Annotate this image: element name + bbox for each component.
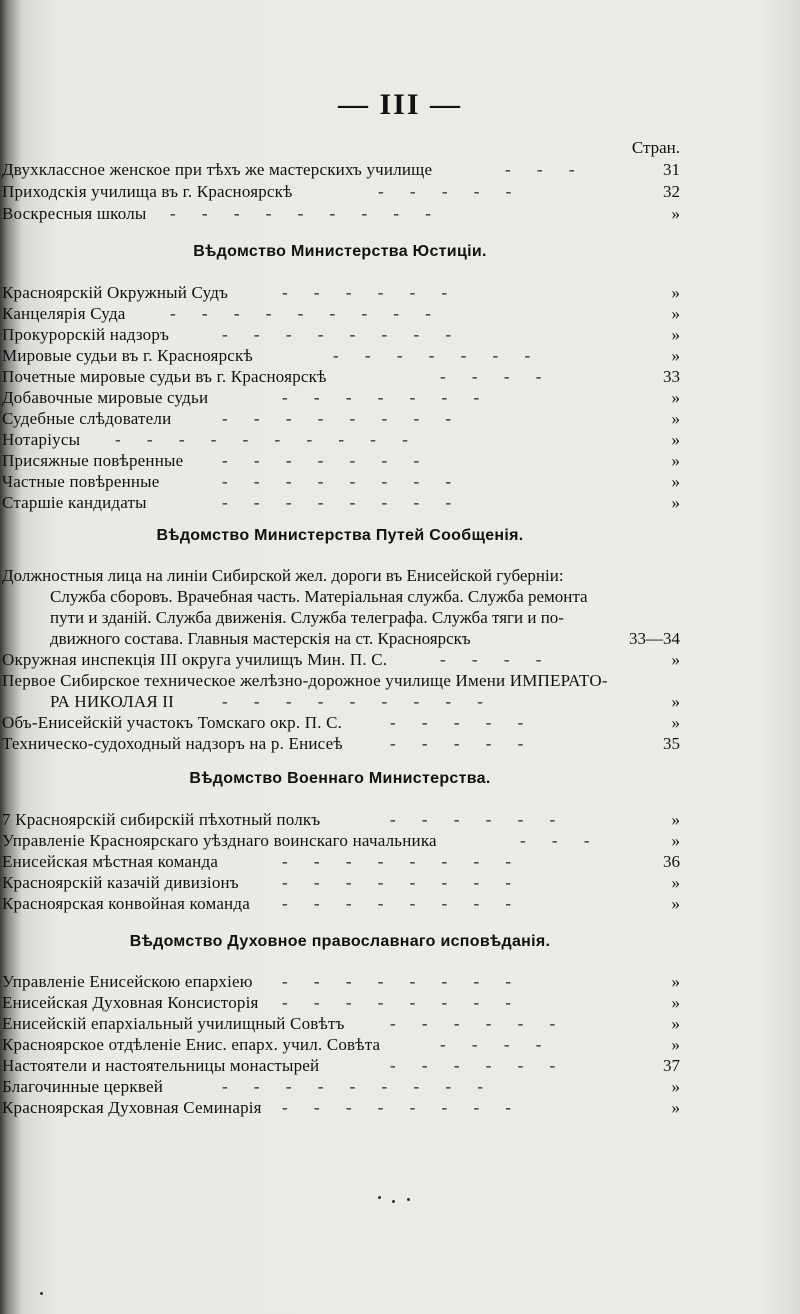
entry-title: Почетные мировые судьи въ г. Красноярскѣ	[2, 367, 327, 386]
entry-title: Первое Сибирское техническое желѣзно-дорожное училище Имени ИМПЕРАТО-	[2, 671, 608, 690]
toc-entry	[0, 671, 800, 693]
entry-page: »	[671, 692, 680, 711]
entry-page: »	[671, 894, 680, 913]
toc-entry	[0, 873, 800, 895]
entry-page: »	[671, 1014, 680, 1033]
entry-leader: - - - -	[440, 367, 542, 386]
print-speck	[407, 1198, 410, 1201]
entry-title: Воскресныя школы	[2, 204, 147, 223]
entry-page: »	[671, 346, 680, 365]
toc-entry	[0, 204, 800, 226]
toc-entry	[0, 388, 800, 410]
entry-page: »	[671, 810, 680, 829]
section-heading-clergy: Вѣдомство Духовное православнаго исповѣданія.	[129, 933, 551, 950]
entry-page: »	[671, 650, 680, 669]
entry-title: Благочинные церквей	[2, 1077, 164, 1096]
entry-leader: - - - - - - - -	[222, 325, 452, 344]
toc-entry	[0, 325, 800, 347]
toc-entry	[0, 993, 800, 1015]
entry-page: »	[671, 713, 680, 732]
entry-leader: - - - - - -	[390, 1014, 556, 1033]
entry-leader: - - - - - - - -	[222, 493, 452, 512]
entry-page: »	[671, 1077, 680, 1096]
toc-entry	[0, 713, 800, 735]
entry-title: Судебные слѣдователи	[2, 409, 172, 428]
entry-leader: - - - - - - - -	[282, 972, 512, 991]
toc-entry	[0, 972, 800, 994]
print-speck	[40, 1292, 43, 1295]
entry-title: Нотаріусы	[2, 430, 81, 449]
section-heading-military: Вѣдомство Военнаго Министерства.	[189, 770, 491, 787]
entry-page: »	[671, 204, 680, 223]
entry-page: »	[671, 430, 680, 449]
entry-leader: - - - - -	[378, 182, 512, 201]
entry-leader: - - - - - - - - -	[222, 692, 483, 711]
section-heading-justice: Вѣдомство Министерства Юстиціи.	[193, 243, 487, 260]
entry-leader: - - - - - - -	[333, 346, 531, 365]
block-line: пути и зданій. Служба движенія. Служба телеграфа. Служба тяги и по-	[50, 608, 564, 627]
entry-title: 7 Красноярскій сибирскій пѣхотный полкъ	[2, 810, 321, 829]
toc-entry	[0, 451, 800, 473]
toc-entry	[0, 831, 800, 853]
entry-page: »	[671, 1035, 680, 1054]
entry-leader: - - - - -	[390, 713, 524, 732]
entry-title: Двухклассное женское при тѣхъ же мастерскихъ училище	[2, 160, 433, 179]
entry-page: »	[671, 409, 680, 428]
entry-title: Красноярская конвойная команда	[2, 894, 250, 913]
entry-title: Канцелярія Суда	[2, 304, 126, 323]
entry-title: Енисейская мѣстная команда	[2, 852, 219, 871]
toc-entry	[0, 182, 800, 204]
entry-leader: - - - - - - - -	[282, 993, 512, 1012]
entry-title: Управленіе Енисейскою епархіею	[2, 972, 253, 991]
entry-page: »	[671, 493, 680, 512]
entry-page: »	[671, 1098, 680, 1117]
toc-entry	[0, 1098, 800, 1120]
entry-leader: - - -	[505, 160, 575, 179]
entry-leader: - - - - - - - -	[222, 409, 452, 428]
toc-entry	[0, 734, 800, 756]
block-line: Служба сборовъ. Врачебная часть. Матеріальная служба. Служба ремонта	[50, 587, 588, 606]
entry-title: Добавочные мировые судьи	[2, 388, 209, 407]
toc-entry	[0, 1056, 800, 1078]
entry-leader: - - - - - - - -	[282, 852, 512, 871]
block-line: движного состава. Главныя мастерскія на ст. Красноярскъ	[50, 629, 471, 648]
entry-title: Управленіе Красноярскаго уѣзднаго воинскаго начальника	[2, 831, 437, 850]
toc-entry	[0, 430, 800, 452]
entry-title: Старшіе кандидаты	[2, 493, 147, 512]
entry-leader: - - - - - - - - - -	[115, 430, 408, 449]
block-line: Должностныя лица на линіи Сибирской жел. дороги въ Енисейской губерніи:	[2, 566, 564, 585]
entry-page: 37	[663, 1056, 680, 1075]
entry-page: 35	[663, 734, 680, 753]
toc-entry	[0, 367, 800, 389]
toc-entry	[0, 894, 800, 916]
entry-leader: - - - - - - - -	[282, 1098, 512, 1117]
entry-title: Окружная инспекція III округа училищъ Мин. П. С.	[2, 650, 388, 669]
toc-entry	[0, 304, 800, 326]
entry-title: Енисейская Духовная Консисторія	[2, 993, 259, 1012]
entry-page: »	[671, 451, 680, 470]
entry-leader: - - - - - - -	[282, 388, 480, 407]
entry-title: Красноярскій казачій дивизіонъ	[2, 873, 239, 892]
entry-leader: - - - - - - - - -	[170, 304, 431, 323]
toc-entry	[0, 160, 800, 182]
page-number: — III —	[337, 88, 463, 121]
entry-leader: - - - - - - - -	[282, 873, 512, 892]
toc-entry	[0, 1035, 800, 1057]
print-speck	[392, 1200, 395, 1203]
entry-title: Настоятели и настоятельницы монастырей	[2, 1056, 320, 1075]
toc-entry	[0, 346, 800, 368]
entry-title: Присяжные повѣренные	[2, 451, 184, 470]
toc-entry	[0, 1077, 800, 1099]
entry-leader: - - - - - - - -	[282, 894, 512, 913]
entry-title: Частные повѣренные	[2, 472, 160, 491]
entry-page: »	[671, 993, 680, 1012]
entry-page: 33	[663, 367, 680, 386]
entry-title: Мировые судьи въ г. Красноярскѣ	[2, 346, 253, 365]
toc-entry	[0, 283, 800, 305]
entry-page: 32	[663, 182, 680, 201]
entry-page: »	[671, 325, 680, 344]
entry-title: Красноярское отдѣленіе Енис. епарх. учил. Совѣта	[2, 1035, 381, 1054]
entry-leader: - - - - - - - - -	[222, 1077, 483, 1096]
entry-page: »	[671, 304, 680, 323]
entry-title: Приходскія училища въ г. Красноярскѣ	[2, 182, 293, 201]
entry-page: 33—34	[629, 629, 680, 648]
page-column-header: Стран.	[631, 138, 680, 157]
toc-entry	[0, 650, 800, 672]
entry-leader: - - - - -	[390, 734, 524, 753]
toc-entry	[0, 1014, 800, 1036]
entry-page: »	[671, 472, 680, 491]
entry-page: »	[671, 831, 680, 850]
entry-page: »	[671, 873, 680, 892]
entry-leader: - - - - - -	[390, 1056, 556, 1075]
toc-entry	[0, 493, 800, 515]
entry-page: »	[671, 283, 680, 302]
section-heading-railways: Вѣдомство Министерства Путей Сообщенія.	[156, 527, 524, 544]
entry-title: РА НИКОЛАЯ II	[50, 692, 175, 711]
print-speck	[378, 1196, 381, 1199]
entry-page: 36	[663, 852, 680, 871]
toc-entry	[0, 472, 800, 494]
entry-page: »	[671, 388, 680, 407]
entry-title: Красноярскій Окружный Судъ	[2, 283, 229, 302]
entry-leader: - - - - - -	[282, 283, 448, 302]
entry-title: Объ-Енисейскій участокъ Томскаго окр. П. С.	[2, 713, 343, 732]
entry-leader: - - - - - - - - -	[170, 204, 431, 223]
entry-title: Красноярская Духовная Семинарія	[2, 1098, 262, 1117]
toc-entry	[0, 810, 800, 832]
toc-entry	[0, 409, 800, 431]
entry-page: »	[671, 972, 680, 991]
entry-leader: - - - - - - -	[222, 451, 420, 470]
toc-entry	[0, 692, 800, 714]
toc-entry	[0, 852, 800, 874]
entry-title: Техническо-судоходный надзоръ на р. Енисеѣ	[2, 734, 343, 753]
entry-leader: - - -	[520, 831, 590, 850]
entry-leader: - - - - - - - -	[222, 472, 452, 491]
entry-title: Енисейскій епархіальный училищный Совѣтъ	[2, 1014, 345, 1033]
entry-page: 31	[663, 160, 680, 179]
entry-leader: - - - -	[440, 650, 542, 669]
entry-leader: - - - -	[440, 1035, 542, 1054]
entry-title: Прокурорскій надзоръ	[2, 325, 170, 344]
entry-leader: - - - - - -	[390, 810, 556, 829]
